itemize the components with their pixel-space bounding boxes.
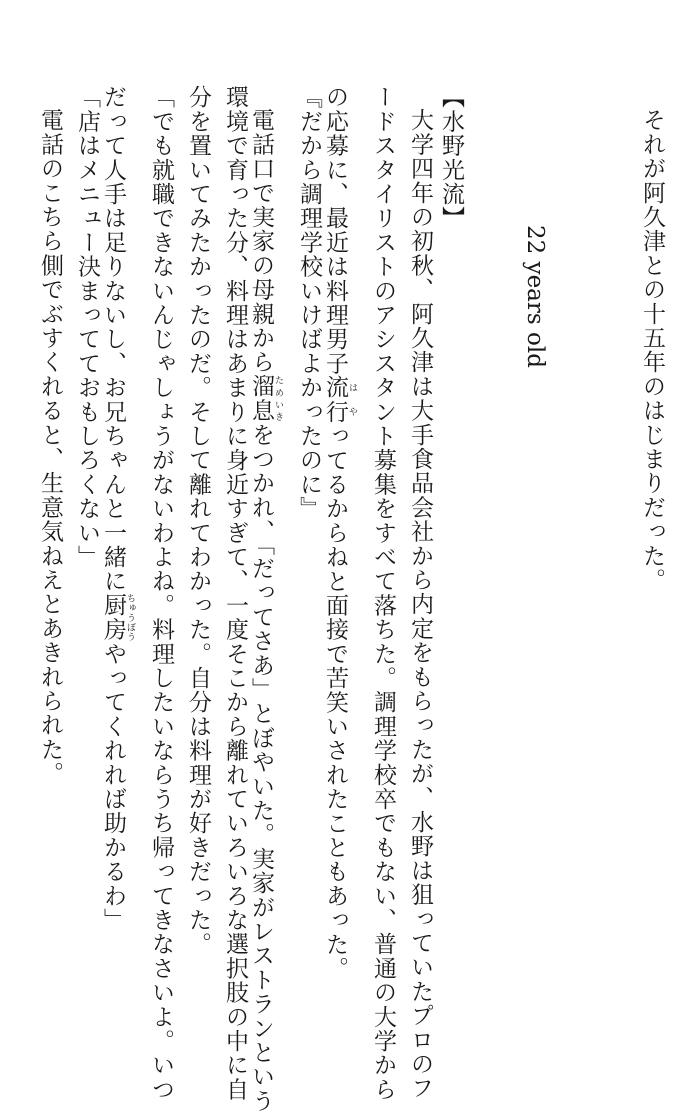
text-line-11: 電話のこちら側でぶすくれると、生意気ねえとあきれられた。 [37,108,63,786]
text-line-3-end: ってるからねと面接で苦笑いされたこともあった。 [322,423,348,981]
text-line-4: 『だから調理学校いけばよかったのに』 [296,85,322,521]
text-line-3-start: の応募に、最近は料理男子 [322,85,348,376]
text-line-10: 「店はメニュー決まってておもしろくない」 [74,85,100,569]
chapter-closing-line: それが阿久津との十五年のはじまりだった。 [639,108,665,592]
ruby-chubou: 厨房 ちゅうぼう [100,593,135,642]
text-line-5 [249,108,283,1113]
text-line-9-end: やってくれれば助かるわ」 [100,641,126,933]
text-line-8: 「でも就職できないんじゃしょうがないわよね。料理したいならうち帰ってきなさいよ。いつ [148,85,174,1102]
text-line-9-start: だって人手は足りないし、お兄ちゃんと一緒に [100,85,126,594]
ruby-ryu: 流 は [322,375,357,400]
ruby-yatte: 行 や [322,399,357,424]
text-line-2: ードスタイリストのアシスタント募集をすべて落ちた。調理学校卒でもない、普通の大学から [370,85,396,1102]
text-line-1: 大学四年の初秋、阿久津は大手食品会社から内定をもらったが、水野は狙っていたプロのフ [407,108,433,1101]
text-line-7: 分を置いてみたかったのだ。そして離れてわかった。自分は料理が好きだった。 [185,85,211,957]
age-heading: 22 years old [522,225,548,368]
text-line-3 [323,85,357,980]
text-line-5-end: をつかれ、「だってさあ」とぼやいた。実家がレストランという [248,422,274,1113]
text-line-6: 環境で育った分、料理はあまりに身近すぎて、一度そこから離れていろいろな選択肢の中に自 [222,85,248,1102]
ruby-tameiki: 溜息 ためいき [248,374,283,423]
text-line-5-start: 電話口で実家の母親から [248,108,274,375]
text-line-9 [101,85,135,932]
section-heading: 【水野光流】 [438,85,464,231]
